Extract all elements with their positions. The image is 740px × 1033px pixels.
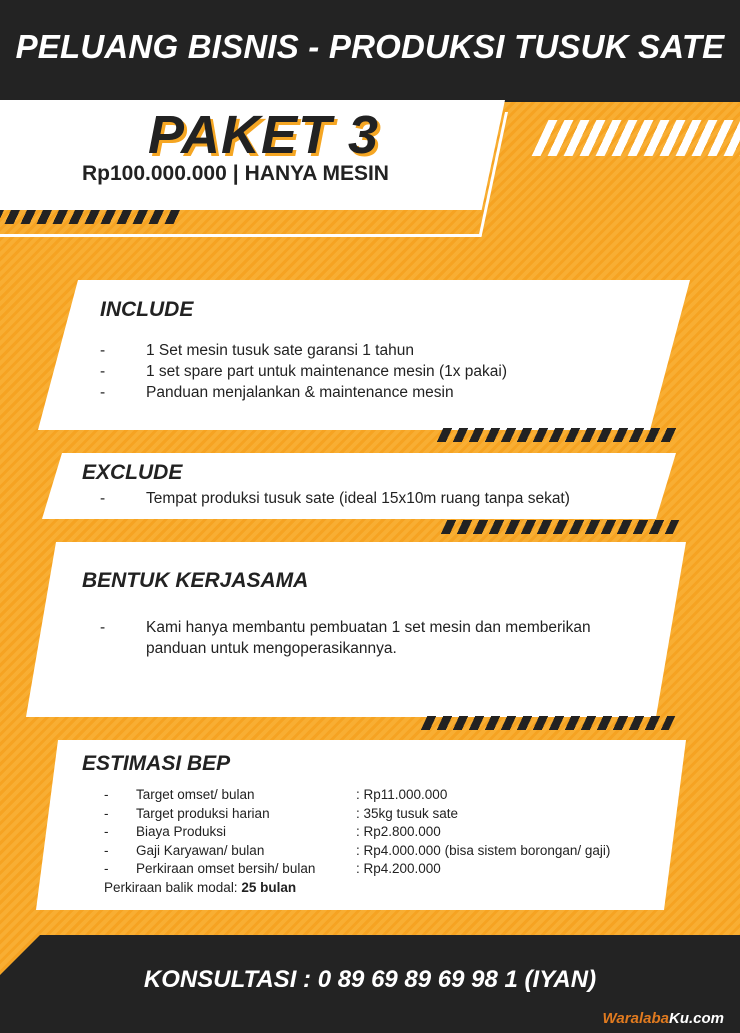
exclude-title: EXCLUDE xyxy=(82,461,183,484)
include-list xyxy=(100,340,620,403)
bep-table xyxy=(104,786,610,897)
list-item: - Kami hanya membantu pembuatan 1 set mesin dan memberikan panduan untuk mengoperasikannya. xyxy=(100,619,591,657)
paket-name: PAKET 3 xyxy=(148,105,380,165)
list-item: - Panduan menjalankan & maintenance mesin xyxy=(100,384,454,401)
hatch-decoration xyxy=(532,120,740,156)
table-row: - Gaji Karyawan/ bulan : Rp4.000.000 (bisa sistem borongan/ gaji) xyxy=(104,842,611,858)
list-item: - 1 Set mesin tusuk sate garansi 1 tahun xyxy=(100,342,414,359)
hatch-decoration xyxy=(437,428,679,442)
paket-separator: | xyxy=(232,162,239,185)
table-row: - Target produksi harian : 35kg tusuk sate xyxy=(104,805,459,821)
kerjasama-title: BENTUK KERJASAMA xyxy=(82,569,309,592)
paket-price-line xyxy=(82,162,389,186)
watermark-logo: WaralabaKu.com xyxy=(602,1010,724,1027)
kerjasama-list xyxy=(100,617,640,659)
bep-title: ESTIMASI BEP xyxy=(82,752,231,775)
paket-price: Rp100.000.000 xyxy=(82,162,227,185)
table-row: - Target omset/ bulan : Rp11.000.000 xyxy=(104,787,448,802)
table-row: - Perkiraan omset bersih/ bulan : Rp4.200.000 xyxy=(104,861,441,876)
paket-note: HANYA MESIN xyxy=(244,162,389,185)
contact-line: KONSULTASI : 0 89 69 89 69 98 1 (IYAN) xyxy=(143,966,597,993)
payback-row: Perkiraan balik modal: 25 bulan xyxy=(104,879,297,895)
page-title: PELUANG BISNIS - PRODUKSI TUSUK SATE xyxy=(15,28,725,65)
list-item: - Tempat produksi tusuk sate (ideal 15x10m ruang tanpa sekat) xyxy=(100,490,570,507)
hatch-decoration xyxy=(441,520,680,534)
exclude-list xyxy=(100,488,660,509)
table-row: - Biaya Produksi : Rp2.800.000 xyxy=(104,824,441,839)
include-title: INCLUDE xyxy=(100,298,194,321)
list-item: - 1 set spare part untuk maintenance mesin (1x pakai) xyxy=(100,363,507,380)
hatch-decoration xyxy=(421,716,676,730)
